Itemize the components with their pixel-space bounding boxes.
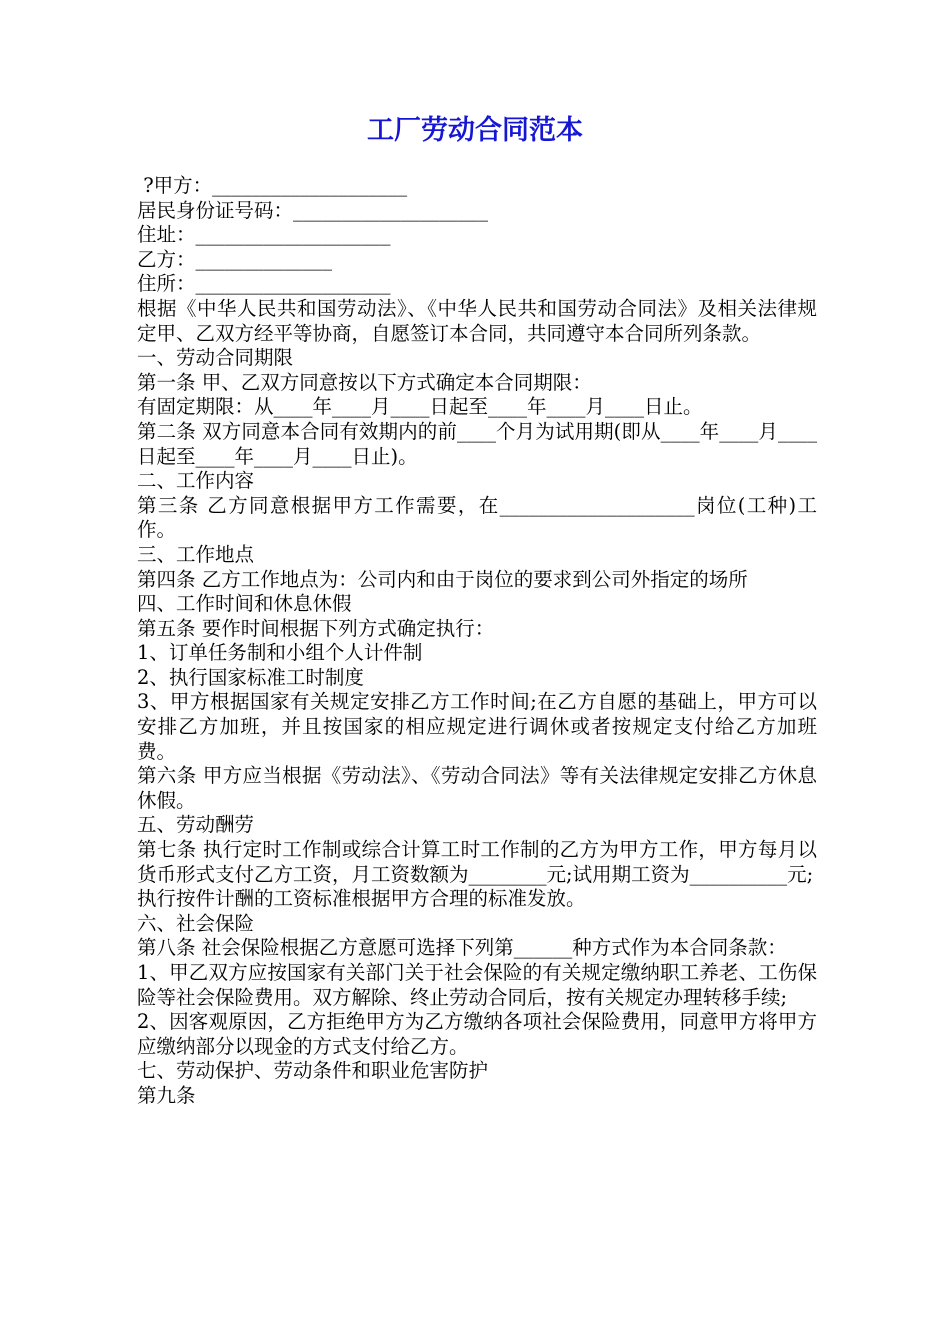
section-heading: 六、社会保险 [137, 911, 255, 935]
clause-paragraph: 第四条 乙方工作地点为：公司内和由于岗位的要求到公司外指定的场所 [137, 567, 748, 591]
clause-paragraph: 第三条 乙方同意根据甲方工作需要，在____________________岗位(工种)工作。 [137, 493, 817, 542]
clause-paragraph: 有固定期限：从____年____月____日起至____年____月____日止。 [137, 395, 703, 419]
id-number-line: 居民身份证号码：____________________ [137, 198, 489, 222]
section-heading: 二、工作内容 [137, 469, 255, 493]
list-item: 1、订单任务制和小组个人计件制 [137, 641, 423, 665]
document-body [137, 174, 817, 1109]
clause-paragraph: 第八条 社会保险根据乙方意愿可选择下列第______种方式作为本合同条款： [137, 936, 787, 960]
list-item: 2、因客观原因，乙方拒绝甲方为乙方缴纳各项社会保险费用，同意甲方将甲方应缴纳部分以现金的方式支付给乙方。 [137, 1010, 817, 1058]
party-a-line: ?甲方：____________________ [137, 174, 408, 197]
party-b-line: 乙方：______________ [137, 247, 333, 271]
document-title: 工厂劳动合同范本 [367, 115, 583, 146]
residence-line: 住所：____________________ [137, 272, 391, 296]
list-item: 1、甲乙双方应按国家有关部门关于社会保险的有关规定缴纳职工养老、工伤保险等社会保险费用。双方解除、终止劳动合同后，按有关规定办理转移手续; [137, 961, 817, 1009]
section-heading: 四、工作时间和休息休假 [137, 592, 352, 616]
preamble-paragraph: 根据《中华人民共和国劳动法》、《中华人民共和国劳动合同法》及相关法律规定甲、乙双方经平等协商，自愿签订本合同，共同遵守本合同所列条款。 [137, 296, 817, 345]
list-item: 3、甲方根据国家有关规定安排乙方工作时间;在乙方自愿的基础上，甲方可以安排乙方加班，并且按国家的相应规定进行调休或者按规定支付给乙方加班费。 [137, 690, 817, 763]
clause-paragraph: 第五条 要作时间根据下列方式确定执行： [137, 616, 495, 640]
section-heading: 七、劳动保护、劳动条件和职业危害防护 [137, 1059, 489, 1083]
address-line: 住址：____________________ [137, 223, 391, 247]
clause-paragraph: 第七条 执行定时工作制或综合计算工时工作制的乙方为甲方工作，甲方每月以货币形式支付乙方工资，月工资数额为________元;试用期工资为__________元; [137, 838, 817, 886]
section-heading: 五、劳动酬劳 [137, 813, 255, 837]
clause-paragraph: 第二条 双方同意本合同有效期内的前____个月为试用期(即从____年____月____ 日起至____年____月____日止)。 [137, 419, 817, 468]
list-item: 2、执行国家标准工时制度 [137, 665, 364, 689]
section-heading: 三、工作地点 [137, 542, 255, 566]
clause-paragraph: 第六条 甲方应当根据《劳动法》、《劳动合同法》等有关法律规定安排乙方休息休假。 [137, 764, 817, 812]
section-heading: 一、劳动合同期限 [137, 346, 294, 370]
clause-paragraph: 第九条 [137, 1083, 196, 1107]
clause-paragraph: 执行按件计酬的工资标准根据甲方合理的标准发放。 [137, 887, 586, 911]
clause-paragraph: 第一条 甲、乙双方同意按以下方式确定本合同期限： [137, 370, 592, 394]
